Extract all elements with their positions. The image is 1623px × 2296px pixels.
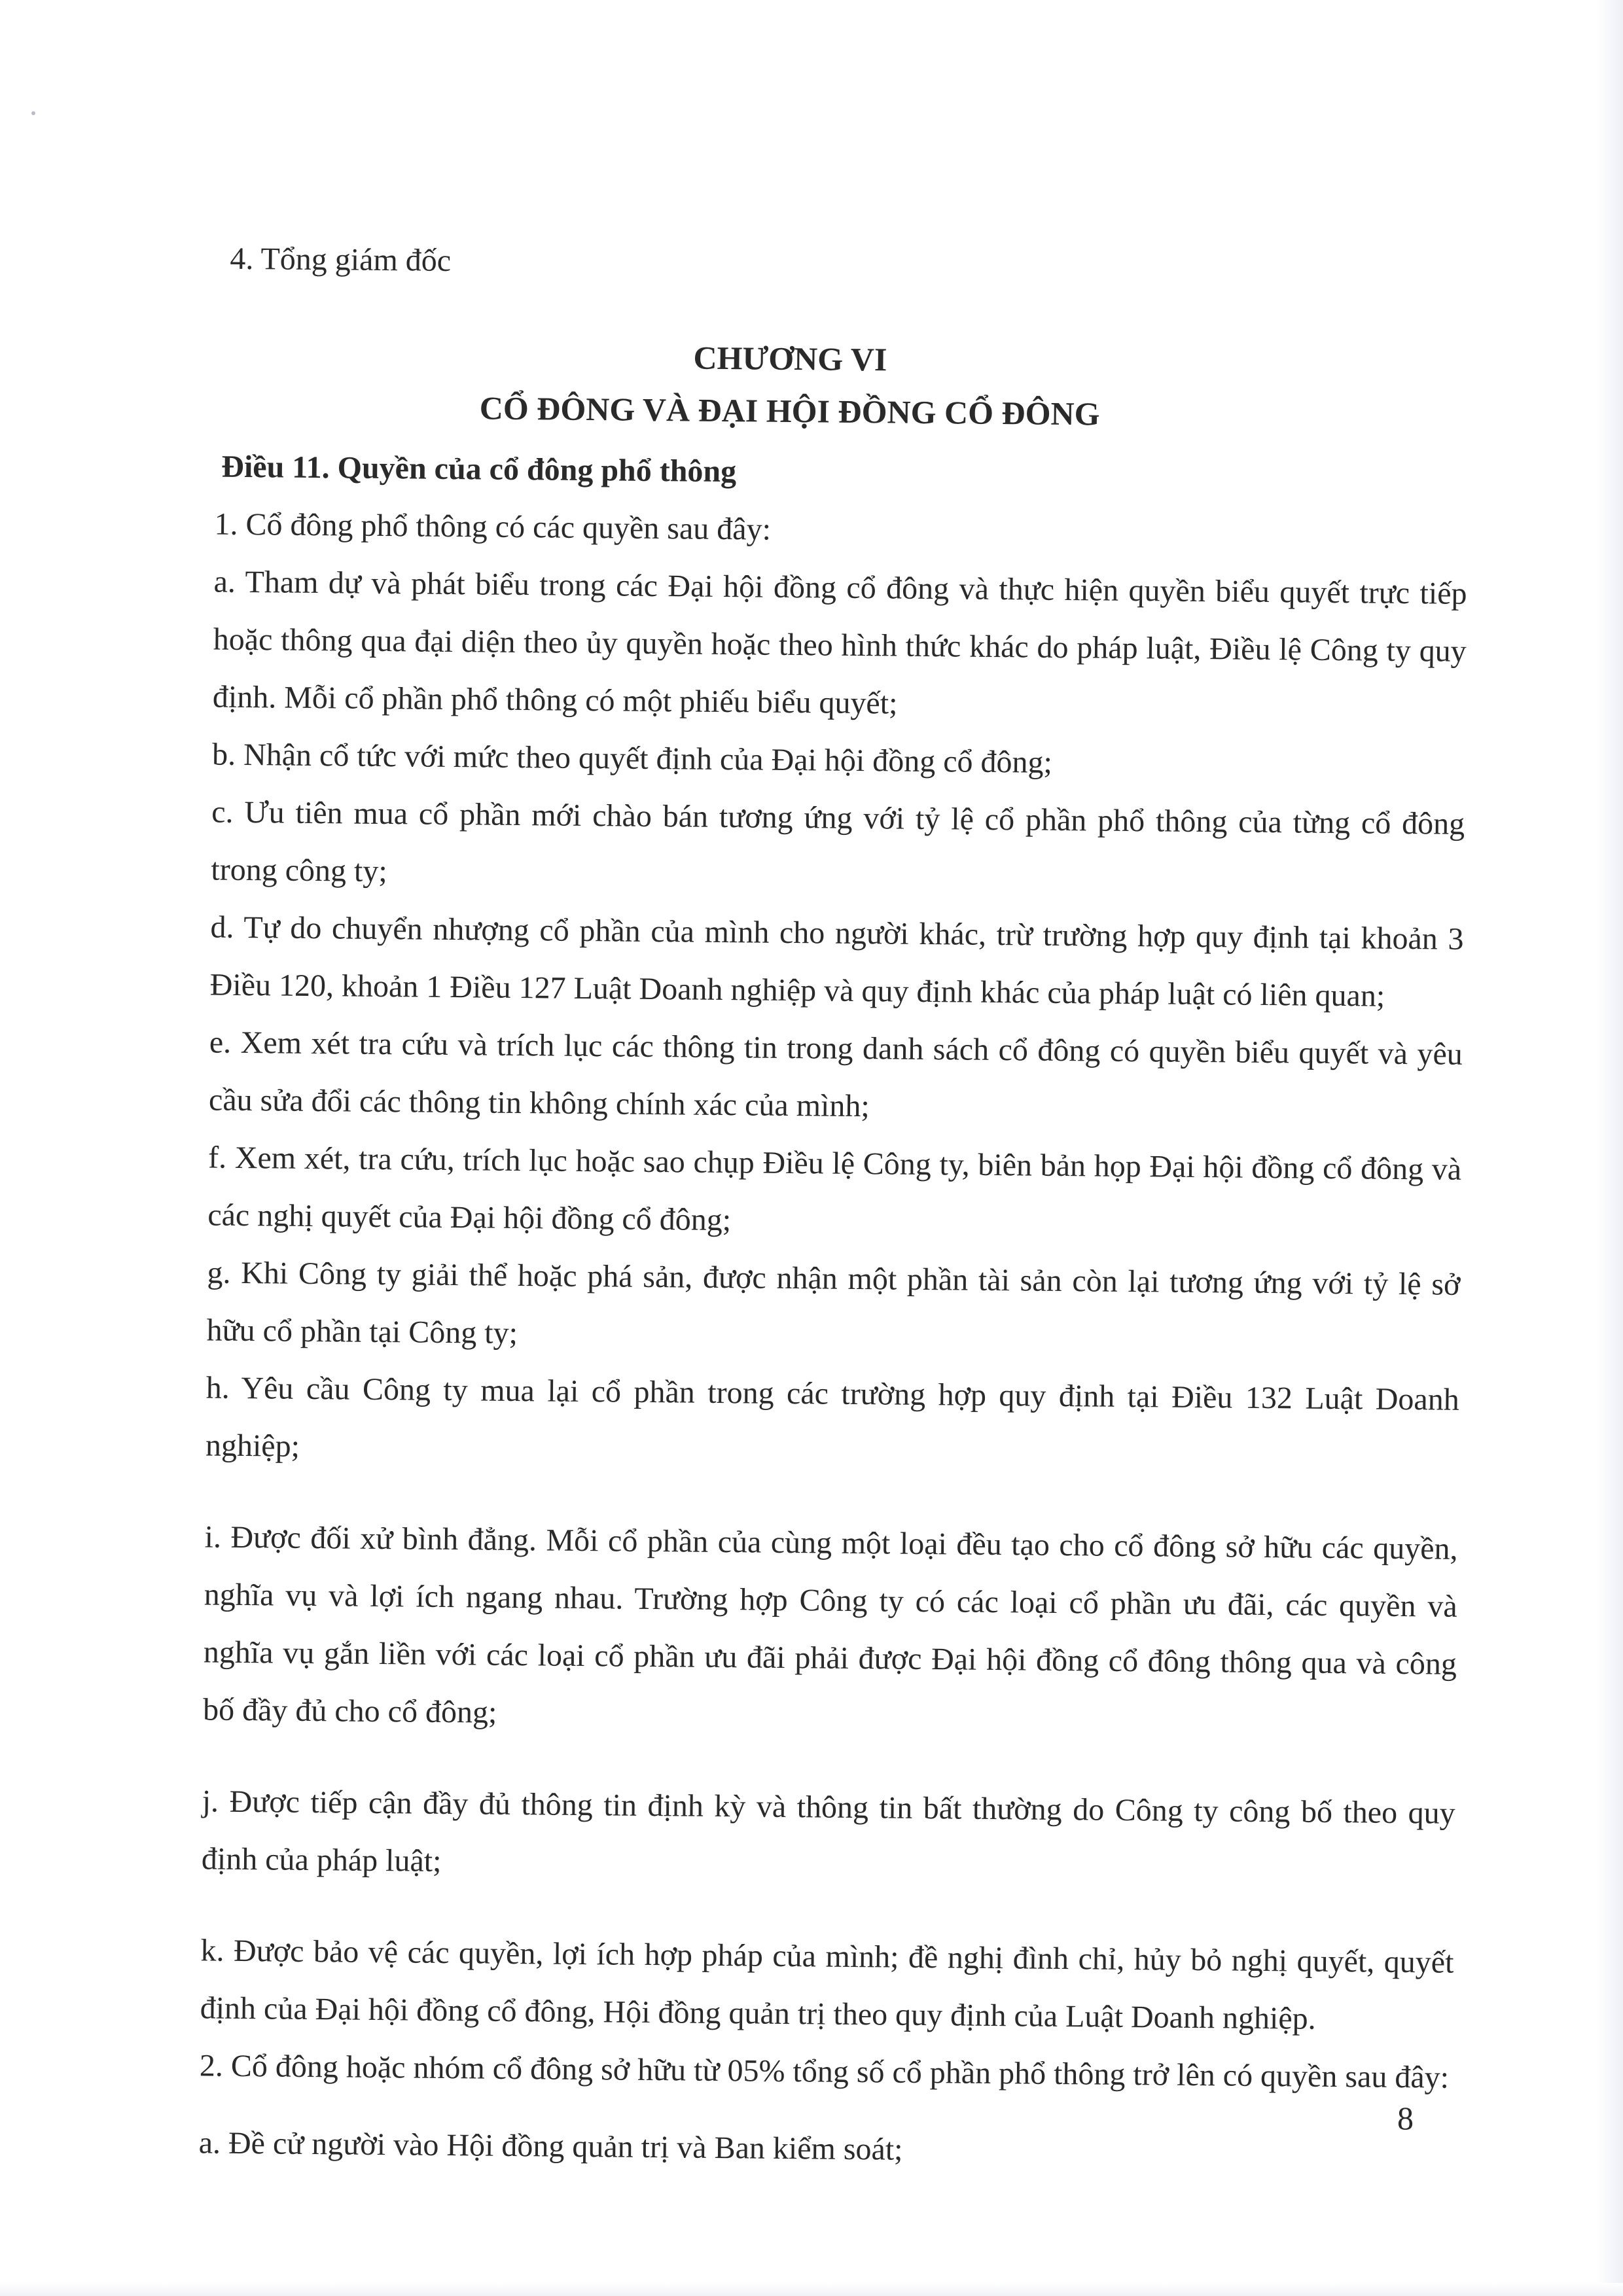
paragraph-1: 1. Cổ đông phổ thông có các quyền sau đây: (214, 506, 772, 547)
list-item-a: a. Tham dự và phát biểu trong các Đại hội đồng cổ đông và thực hiện quyền biểu quyết trực tiếp hoặc thông qua đại diện theo ủy quyền hoặc theo hình thức khác do pháp luật, Điều lệ Công ty quy định. Mỗi cổ phần phổ thông có một phiếu biểu quyết; (212, 564, 1467, 721)
list-item-h: h. Yêu cầu Công ty mua lại cổ phần trong các trường hợp quy định tại Điều 132 Luật Doanh nghiệp; (205, 1370, 1459, 1464)
paragraph-2: 2. Cổ đông hoặc nhóm cổ đông sở hữu từ 05% tổng số cổ phần phổ thông trở lên có quyền sau đây: (199, 2048, 1450, 2095)
list-item-j: j. Được tiếp cận đầy đủ thông tin định kỳ và thông tin bất thường do Công ty công bố theo quy định của pháp luật; (201, 1784, 1455, 1879)
paragraph-2-item-a: a. Đề cử người vào Hội đồng quản trị và Ban kiểm soát; (198, 2125, 903, 2167)
list-item-d: d. Tự do chuyển nhượng cổ phần của mình cho người khác, trừ trường hợp quy định tại khoản 3 Điều 120, khoản 1 Điều 127 Luật Doanh nghiệp và quy định khác của pháp luật có liên quan; (209, 910, 1464, 1014)
list-item-f: f. Xem xét, tra cứu, trích lục hoặc sao chụp Điều lệ Công ty, biên bản họp Đại hội đồng cổ đông và các nghị quyết của Đại hội đồng cổ đông; (207, 1140, 1462, 1238)
list-item-e: e. Xem xét tra cứu và trích lục các thông tin trong danh sách cổ đông có quyền biểu quyết và yêu cầu sửa đổi các thông tin không chính xác của mình; (208, 1025, 1463, 1124)
scan-speck (31, 111, 35, 115)
list-item-c: c. Ưu tiên mua cổ phần mới chào bán tương ứng với tỷ lệ cổ phần phổ thông của từng cổ đông trong công ty; (211, 794, 1465, 889)
scan-edge-bottom (0, 2283, 1623, 2296)
page-number: 8 (1397, 2100, 1414, 2136)
section-heading: 4. Tổng giám đốc (230, 241, 452, 278)
scan-edge-right (1597, 0, 1623, 2296)
chapter-number: CHƯƠNG VI (693, 339, 887, 378)
list-item-k: k. Được bảo vệ các quyền, lợi ích hợp pháp của mình; đề nghị đình chỉ, hủy bỏ nghị quyết, quyết định của Đại hội đồng cổ đông, Hội đồng quản trị theo quy định của Luật Doanh nghiệp. (200, 1933, 1454, 2036)
list-item-i: i. Được đối xử bình đẳng. Mỗi cổ phần của cùng một loại đều tạo cho cổ đông sở hữu các quyền, nghĩa vụ và lợi ích ngang nhau. Trường hợp Công ty có các loại cổ phần ưu đãi, các quyền và nghĩa vụ gắn liền với các loại cổ phần ưu đãi phải được Đại hội đồng cổ đông thông qua và công bố đầy đủ cho cổ đông; (202, 1519, 1458, 1730)
document-body (94, 216, 1471, 2184)
article-title: Điều 11. Quyền của cổ đông phổ thông (221, 449, 737, 489)
chapter-title: CỔ ĐÔNG VÀ ĐẠI HỘI ĐỒNG CỔ ĐÔNG (479, 389, 1100, 433)
list-item-g: g. Khi Công ty giải thể hoặc phá sản, được nhận một phần tài sản còn lại tương ứng với tỷ lệ sở hữu cổ phần tại Công ty; (206, 1255, 1461, 1351)
list-item-b: b. Nhận cổ tức với mức theo quyết định của Đại hội đồng cổ đông; (211, 737, 1053, 780)
